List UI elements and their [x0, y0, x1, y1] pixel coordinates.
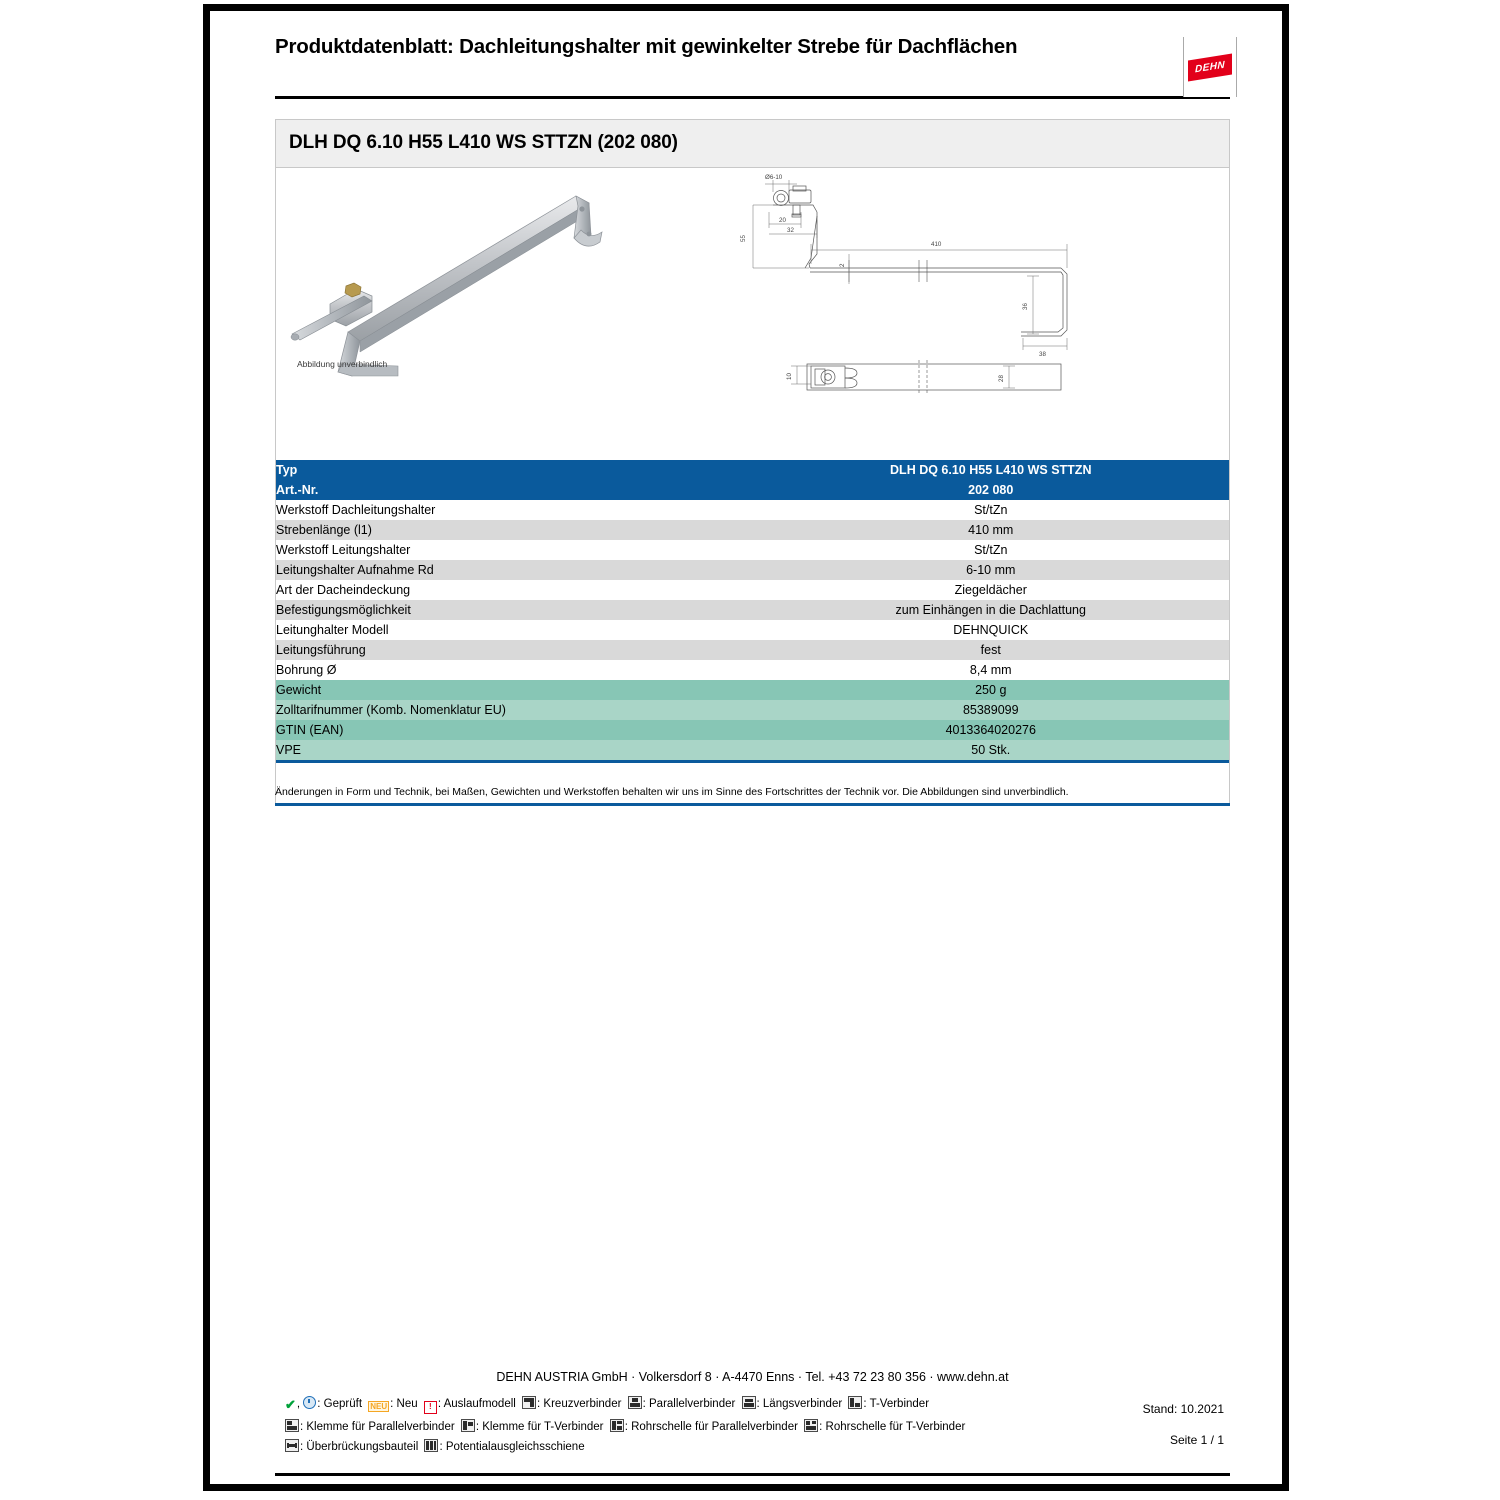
legend-label: : Kreuzverbinder: [537, 1398, 622, 1410]
header-divider: [275, 96, 1230, 99]
page-title: Produktdatenblatt: Dachleitungshalter mit gewinkelter Strebe für Dachflächen: [275, 35, 1018, 58]
table-cell-key: Strebenlänge (l1): [276, 520, 753, 540]
table-cell-value: 250 g: [753, 680, 1230, 700]
dim-410: 410: [931, 241, 942, 248]
table-row: [276, 500, 1229, 520]
table-row: [276, 660, 1229, 680]
table-row: [276, 600, 1229, 620]
table-cell-key: Bohrung Ø: [276, 660, 753, 680]
table-cell-key: VPE: [276, 740, 753, 760]
legend-line: [285, 1394, 1075, 1417]
legend-label: : Neu: [390, 1398, 418, 1410]
document-page: [203, 4, 1289, 1491]
legend-item-rohrschelle-t-verbinder: [804, 1421, 965, 1433]
table-row: [276, 580, 1229, 600]
legend-label: : Potentialausgleichsschiene: [439, 1440, 585, 1453]
table-row: [276, 480, 1229, 500]
ueberbrueckungsbauteil-icon: [285, 1439, 299, 1452]
table-cell-key: Werkstoff Dachleitungshalter: [276, 500, 753, 520]
table-cell-key: Typ: [276, 460, 753, 480]
auslauf-stop-icon: !: [424, 1401, 437, 1414]
table-row: [276, 640, 1229, 660]
technical-drawing-image: [731, 172, 1121, 422]
table-cell-value: 6-10 mm: [753, 560, 1230, 580]
page-number: Seite 1 / 1: [1169, 1432, 1224, 1447]
dim-55: 55: [740, 235, 747, 242]
legend-item-klemme-parallelverbinder: [285, 1421, 455, 1433]
dehn-logo: [1183, 37, 1237, 97]
company-address: DEHN AUSTRIA GmbH · Volkersdorf 8 · A-4470 Enns · Tel. +43 72 23 80 356 · www.dehn.at: [496, 1370, 1009, 1384]
laengsverbinder-icon: [742, 1396, 756, 1409]
table-cell-key: Leitunghalter Modell: [276, 620, 753, 640]
specifications-table: [276, 460, 1229, 760]
dehn-logo-text: DEHN: [1195, 59, 1225, 76]
table-cell-value: 410 mm: [753, 520, 1230, 540]
table-cell-key: Art.-Nr.: [276, 480, 753, 500]
table-cell-key: Werkstoff Leitungshalter: [276, 540, 753, 560]
document-header: [275, 33, 1230, 60]
legend-label: : Parallelverbinder: [642, 1398, 736, 1410]
product-photo: [286, 176, 626, 396]
legend-item-potentialausgleichsschiene: [424, 1441, 584, 1453]
parallelverbinder-icon: [628, 1396, 642, 1409]
rohrschelle-parallelverbinder-icon: [610, 1419, 624, 1432]
document-footer: [275, 1368, 1230, 1476]
table-cell-value: Ziegeldächer: [753, 580, 1230, 600]
klemme-parallelverbinder-icon: [285, 1419, 299, 1432]
legend-item-kreuzverbinder: [522, 1398, 621, 1410]
dim-36: 36: [1022, 303, 1029, 310]
product-card: [275, 119, 1230, 806]
legend-label: : Klemme für T-Verbinder: [475, 1420, 604, 1433]
check-icon: ✔: [285, 1397, 296, 1412]
dim-38: 38: [1039, 351, 1046, 358]
table-cell-value: St/tZn: [753, 500, 1230, 520]
dim-10: 10: [786, 373, 793, 380]
dim-2: 2: [839, 263, 846, 267]
legend-item-rohrschelle-parallelverbinder: [610, 1421, 798, 1433]
dim-28: 28: [998, 375, 1005, 382]
legend-item-auslaufmodell: [424, 1398, 516, 1410]
legend-label: : T-Verbinder: [863, 1398, 930, 1410]
dim-32: 32: [787, 227, 794, 234]
table-cell-key: Befestigungsmöglichkeit: [276, 600, 753, 620]
legend-block: [285, 1394, 1075, 1457]
legend-label: : Geprüft: [317, 1398, 363, 1410]
table-cell-value: 4013364020276: [753, 720, 1230, 740]
table-row: [276, 720, 1229, 740]
table-row: [276, 680, 1229, 700]
legend-item-klemme-t-verbinder: [461, 1421, 604, 1433]
table-cell-key: Gewicht: [276, 680, 753, 700]
legend-item-neu: [368, 1398, 417, 1410]
disclaimer-text: Änderungen in Form und Technik, bei Maßen, Gewichten und Werkstoffen behalten wir uns im Sinne des Fortschrittes der Technik vor. Die Abbildungen sind unverbindlich.: [275, 786, 1069, 798]
table-cell-value: 50 Stk.: [753, 740, 1230, 760]
legend-label: : Rohrschelle für T-Verbinder: [819, 1420, 966, 1433]
table-row: [276, 740, 1229, 760]
photo-caption: Abbildung unverbindlich: [297, 359, 388, 369]
table-cell-value: 8,4 mm: [753, 660, 1230, 680]
table-row: [276, 560, 1229, 580]
disclaimer-block: [275, 784, 1230, 806]
potentialausgleichsschiene-icon: [424, 1439, 438, 1452]
table-row: [276, 700, 1229, 720]
table-cell-value: zum Einhängen in die Dachlattung: [753, 600, 1230, 620]
legend-item-parallelverbinder: [628, 1398, 736, 1410]
dim-20: 20: [779, 217, 786, 224]
kreuzverbinder-icon: [522, 1396, 536, 1409]
legend-line: [285, 1437, 1075, 1457]
table-row: [276, 460, 1229, 480]
table-row: [276, 620, 1229, 640]
table-cell-key: GTIN (EAN): [276, 720, 753, 740]
table-cell-value: fest: [753, 640, 1230, 660]
table-cell-value: DEHNQUICK: [753, 620, 1230, 640]
revision-date: Stand: 10.2021: [1142, 1402, 1224, 1416]
table-cell-value: 202 080: [753, 480, 1230, 500]
table-cell-key: Leitungshalter Aufnahme Rd: [276, 560, 753, 580]
dim-rod-range: Ø6-10: [765, 174, 783, 181]
legend-line: [285, 1417, 1075, 1437]
table-cell-key: Art der Dacheindeckung: [276, 580, 753, 600]
legend-label: : Überbrückungsbauteil: [300, 1440, 419, 1453]
legend-item-ueberbrueckungsbauteil: [285, 1441, 418, 1453]
legend-item-t-verbinder: [848, 1398, 929, 1410]
figure-area: [276, 168, 1229, 460]
footer-meta: [1074, 1394, 1224, 1455]
specifications-table-body: [276, 460, 1229, 760]
legend-label: : Auslaufmodell: [437, 1398, 516, 1410]
rohrschelle-t-verbinder-icon: [804, 1419, 818, 1432]
table-cell-value: St/tZn: [753, 540, 1230, 560]
dehn-logo-mark: [1188, 54, 1232, 82]
legend-label: : Klemme für Parallelverbinder: [300, 1420, 455, 1433]
table-row: [276, 540, 1229, 560]
table-row: [276, 520, 1229, 540]
disclaimer-divider: [275, 803, 1230, 806]
product-name: DLH DQ 6.10 H55 L410 WS STTZN (202 080): [289, 132, 678, 153]
technical-drawing: [731, 172, 1121, 422]
footer-divider: [275, 1473, 1230, 1476]
table-cell-value: DLH DQ 6.10 H55 L410 WS STTZN: [753, 460, 1230, 480]
legend-label: : Längsverbinder: [756, 1398, 843, 1410]
legend-label: : Rohrschelle für Parallelverbinder: [624, 1420, 798, 1433]
table-cell-key: Zolltarifnummer (Komb. Nomenklatur EU): [276, 700, 753, 720]
product-card-header: [276, 120, 1229, 168]
clock-icon: [303, 1396, 316, 1409]
t-verbinder-icon: [848, 1396, 862, 1409]
legend-item-laengsverbinder: [742, 1398, 843, 1410]
neu-badge-icon: NEU: [370, 1402, 388, 1411]
klemme-t-verbinder-icon: [461, 1419, 475, 1432]
legend-item-geprueft: ✔, : Geprüft: [285, 1398, 362, 1410]
table-cell-key: Leitungsführung: [276, 640, 753, 660]
table-cell-value: 85389099: [753, 700, 1230, 720]
